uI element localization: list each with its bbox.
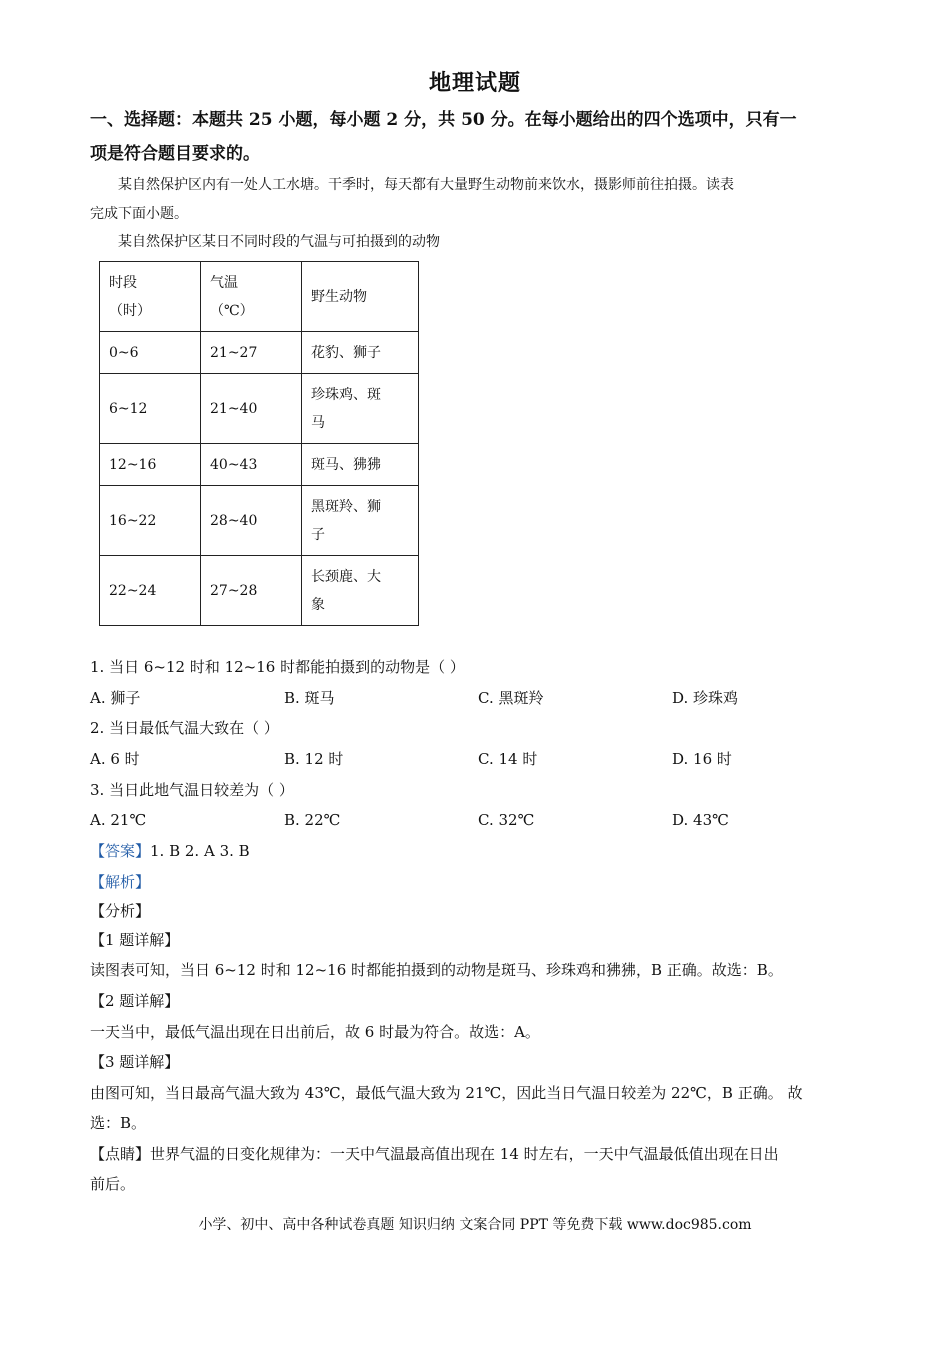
header-time: 时段 （时） <box>100 262 201 332</box>
detail-1-label: 【1 题详解】 <box>90 931 180 949</box>
footer-text: 小学、初中、高中各种试卷真题 知识归纳 文案合同 PPT 等免费下载 www.doc985.com <box>198 1217 752 1233</box>
detail-3-label: 【3 题详解】 <box>90 1053 180 1071</box>
cell-temp: 28~40 <box>201 486 302 556</box>
table-row <box>100 374 419 444</box>
cell-time: 6~12 <box>100 374 201 444</box>
table-caption: 某自然保护区某日不同时段的气温与可拍摄到的动物 <box>118 234 440 250</box>
cell-temp: 27~28 <box>201 556 302 626</box>
dianjing-line-2: 前后。 <box>90 1175 136 1193</box>
header-animals: 野生动物 <box>302 262 419 332</box>
q3-option-d: D. 43℃ <box>672 811 729 829</box>
q2-option-d: D. 16 时 <box>672 750 732 768</box>
q1-option-a: A. 狮子 <box>90 689 141 707</box>
q1-option-b: B. 斑马 <box>284 689 335 707</box>
intro-line-2: 完成下面小题。 <box>90 206 188 222</box>
table-row <box>100 444 419 486</box>
cell-temp: 21~27 <box>201 332 302 374</box>
cell-animals: 花豹、狮子 <box>302 332 419 374</box>
cell-time: 0~6 <box>100 332 201 374</box>
section-heading <box>90 103 865 171</box>
q3-option-a: A. 21℃ <box>90 811 147 829</box>
question-3-stem: 3. 当日此地气温日较差为（ ） <box>90 781 294 799</box>
temperature-animal-table <box>99 261 419 626</box>
analysis-label: 【解析】 <box>90 873 151 891</box>
header-temp: 气温 （℃） <box>201 262 302 332</box>
dianjing-label: 【点睛】 <box>90 1145 151 1163</box>
table-row <box>100 332 419 374</box>
q1-option-d: D. 珍珠鸡 <box>672 689 739 707</box>
cell-animals: 珍珠鸡、斑 马 <box>302 374 419 444</box>
question-1-stem: 1. 当日 6~12 时和 12~16 时都能拍摄到的动物是（ ） <box>90 658 465 676</box>
fenxi-label: 【分析】 <box>90 902 151 920</box>
cell-temp: 40~43 <box>201 444 302 486</box>
intro-paragraph <box>90 171 865 229</box>
q1-option-c: C. 黑斑羚 <box>478 689 544 707</box>
table-row <box>100 556 419 626</box>
table-header-row <box>100 262 419 332</box>
detail-2-label: 【2 题详解】 <box>90 992 180 1010</box>
dianjing-line-1 <box>90 1143 860 1165</box>
intro-line-1: 某自然保护区内有一处人工水塘。干季时，每天都有大量野生动物前来饮水，摄影师前往拍摄。读表 <box>118 177 734 193</box>
detail-3-text-2: 选：B。 <box>90 1114 147 1132</box>
cell-animals: 黑斑羚、狮 子 <box>302 486 419 556</box>
answer-label: 【答案】 <box>90 842 151 860</box>
cell-animals: 斑马、狒狒 <box>302 444 419 486</box>
q3-option-c: C. 32℃ <box>478 811 535 829</box>
dianjing-text-1: 世界气温的日变化规律为：一天中气温最高值出现在 14 时左右，一天中气温最低值出现在日出 <box>150 1145 779 1163</box>
cell-temp: 21~40 <box>201 374 302 444</box>
question-2-stem: 2. 当日最低气温大致在（ ） <box>90 719 279 737</box>
detail-3-text-1: 由图可知，当日最高气温大致为 43℃，最低气温大致为 21℃，因此当日气温日较差为 22℃，B 正确。 故 <box>90 1084 803 1102</box>
answer-line <box>90 840 860 862</box>
q2-option-c: C. 14 时 <box>478 750 538 768</box>
detail-2-text: 一天当中，最低气温出现在日出前后，故 6 时最为符合。故选：A。 <box>90 1023 540 1041</box>
section-heading-line-1: 一、选择题：本题共 25 小题，每小题 2 分，共 50 分。在每小题给出的四个选项中，只有一 <box>90 110 797 130</box>
q2-option-a: A. 6 时 <box>90 750 140 768</box>
section-heading-line-2: 项是符合题目要求的。 <box>90 144 260 164</box>
q3-option-b: B. 22℃ <box>284 811 341 829</box>
page-title: 地理试题 <box>428 70 521 96</box>
cell-time: 16~22 <box>100 486 201 556</box>
q2-option-b: B. 12 时 <box>284 750 344 768</box>
cell-time: 22~24 <box>100 556 201 626</box>
cell-animals: 长颈鹿、大 象 <box>302 556 419 626</box>
table-row <box>100 486 419 556</box>
answer-text: 1. B 2. A 3. B <box>150 842 250 860</box>
cell-time: 12~16 <box>100 444 201 486</box>
detail-1-text: 读图表可知，当日 6~12 时和 12~16 时都能拍摄到的动物是斑马、珍珠鸡和狒狒，B 正确。故选：B。 <box>90 961 783 979</box>
